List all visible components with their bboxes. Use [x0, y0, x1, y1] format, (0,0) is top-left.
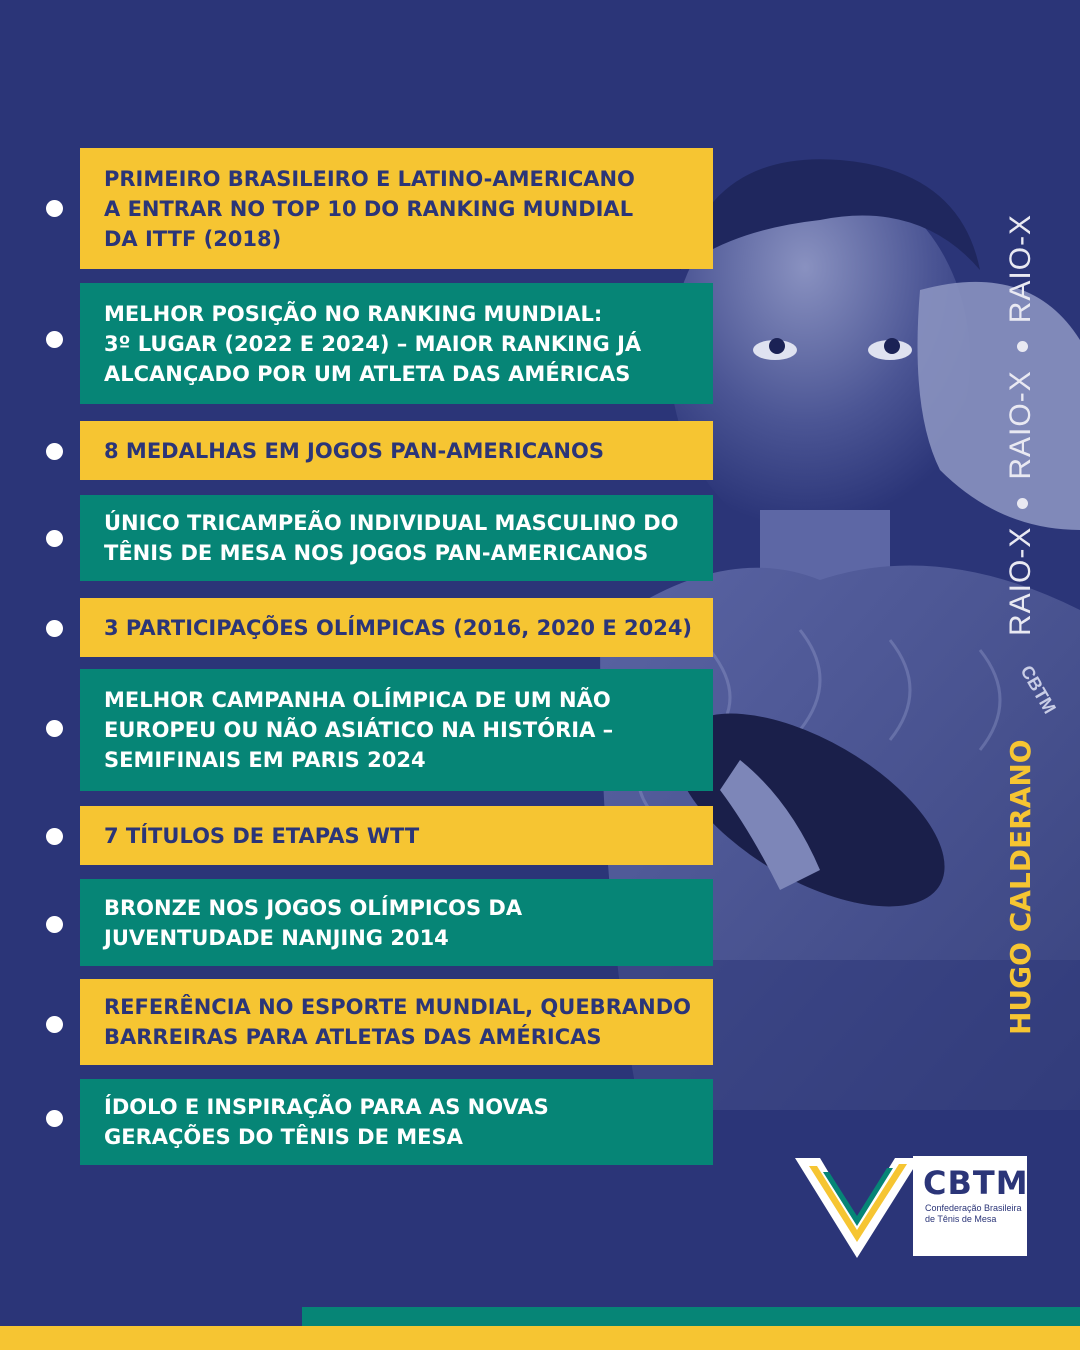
achievement-text: REFERÊNCIA NO ESPORTE MUNDIAL, QUEBRANDO BARREIRAS PARA ATLETAS DAS AMÉRICAS: [104, 995, 691, 1049]
raio-x-text: RAIO-X: [1004, 370, 1037, 480]
achievement-text: BRONZE NOS JOGOS OLÍMPICOS DA JUVENTUDADE NANJING 2014: [104, 895, 523, 950]
bottom-stripe-yellow: [0, 1326, 1080, 1350]
achievement-text: 8 MEDALHAS EM JOGOS PAN-AMERICANOS: [104, 438, 604, 463]
logo-subtitle: Confederação Brasileira de Tênis de Mesa: [925, 1203, 1022, 1224]
achievement-text: 3 PARTICIPAÇÕES OLÍMPICAS (2016, 2020 E 2024): [104, 615, 693, 640]
achievement-text: MELHOR POSIÇÃO NO RANKING MUNDIAL: 3º LUGAR (2022 E 2024) – MAIOR RANKING JÁ ALCANÇADO POR UM ATLETA DAS AMÉRICAS: [104, 301, 642, 386]
raio-x-label: [1004, 214, 1038, 636]
bullet-dot: [46, 530, 63, 547]
bottom-stripe-green: [302, 1307, 1080, 1327]
achievement-text: ÚNICO TRICAMPEÃO INDIVIDUAL MASCULINO DO TÊNIS DE MESA NOS JOGOS PAN-AMERICANOS: [104, 511, 679, 565]
bullet-dot: [46, 1110, 63, 1127]
achievement-text: 7 TÍTULOS DE ETAPAS WTT: [104, 823, 420, 848]
logo-title: CBTM: [923, 1164, 1029, 1202]
cbtm-logo: [795, 1150, 1035, 1260]
raio-x-text: RAIO-X: [1004, 213, 1037, 324]
achievement-box: [80, 495, 713, 581]
bullet-dot: [46, 443, 63, 460]
achievement-box: [80, 806, 713, 865]
raio-x-text: RAIO-X: [1004, 526, 1037, 636]
separator-dot: [1017, 341, 1028, 352]
achievement-box: [80, 1079, 713, 1165]
achievement-text: MELHOR CAMPANHA OLÍMPICA DE UM NÃO EUROPEU OU NÃO ASIÁTICO NA HISTÓRIA – SEMIFINAIS EM PARIS 2024: [104, 688, 614, 772]
shirt-logo-text: CBTM: [1016, 662, 1060, 718]
achievement-box: [80, 669, 713, 791]
achievement-box: [80, 148, 713, 269]
bullet-dot: [46, 620, 63, 637]
achievement-box: [80, 421, 713, 480]
athlete-name: HUGO CALDERANO: [1004, 739, 1037, 1035]
bullet-dot: [46, 331, 63, 348]
bullet-dot: [46, 916, 63, 933]
achievement-text: PRIMEIRO BRASILEIRO E LATINO-AMERICANO A ENTRAR NO TOP 10 DO RANKING MUNDIAL DA ITTF (2018): [104, 166, 635, 251]
achievement-box: [80, 979, 713, 1065]
bullet-dot: [46, 1016, 63, 1033]
bullet-dot: [46, 828, 63, 845]
achievement-text: ÍDOLO E INSPIRAÇÃO PARA AS NOVAS GERAÇÕES DO TÊNIS DE MESA: [104, 1095, 549, 1149]
achievement-box: [80, 879, 713, 966]
cbtm-check-mark-icon: [795, 1150, 920, 1258]
achievement-box: [80, 598, 713, 657]
bullet-dot: [46, 720, 63, 737]
separator-dot: [1017, 498, 1028, 509]
achievement-box: [80, 283, 713, 404]
bullet-dot: [46, 200, 63, 217]
